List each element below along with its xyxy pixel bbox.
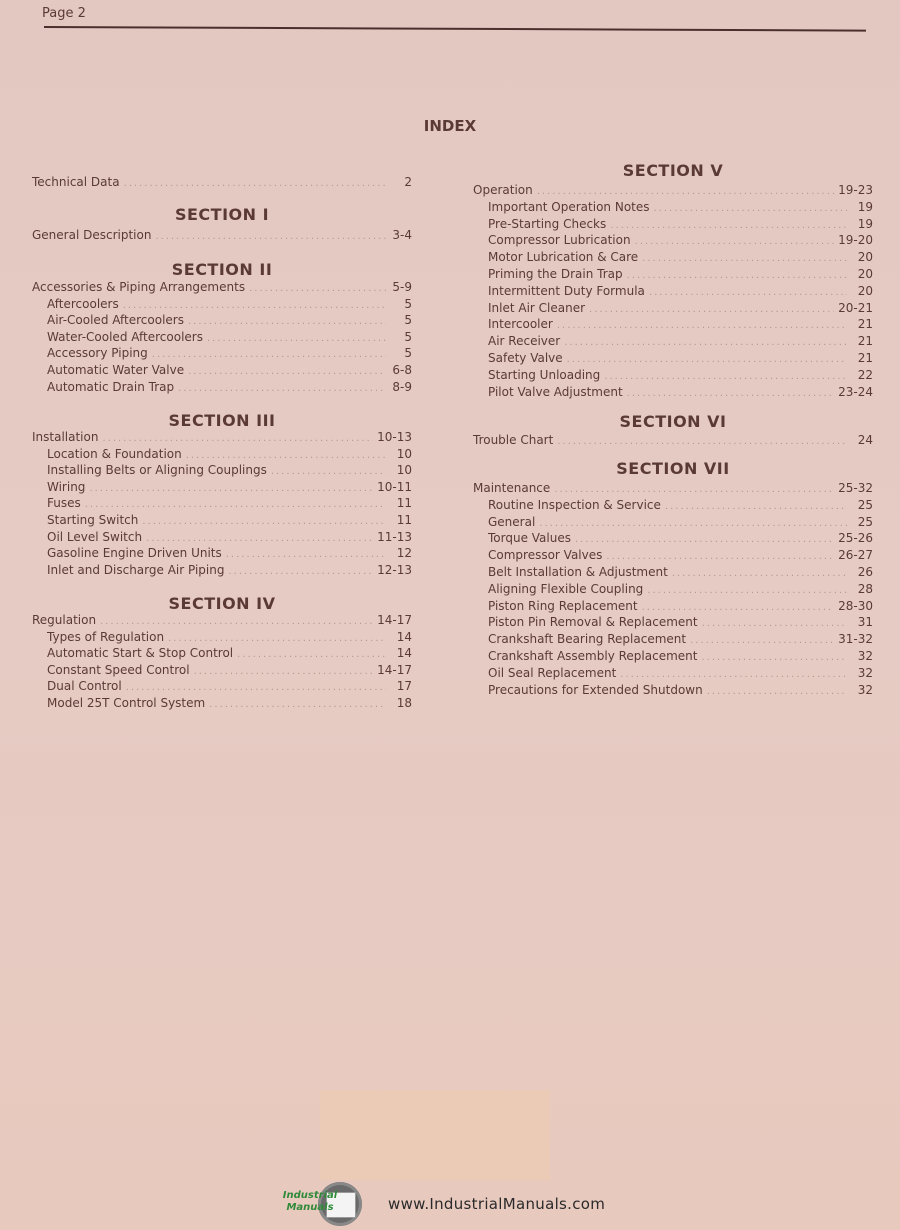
index-entry bbox=[32, 280, 412, 296]
index-entry bbox=[473, 481, 873, 497]
entry-title: Fuses bbox=[47, 496, 81, 511]
scan-discoloration bbox=[320, 1090, 550, 1180]
entry-page: 18 bbox=[396, 696, 412, 710]
index-entry bbox=[488, 565, 873, 581]
logo-text-line1: Industrial bbox=[282, 1190, 338, 1201]
entry-page: 25-26 bbox=[838, 531, 873, 546]
entry-page: 20 bbox=[857, 250, 873, 265]
index-entry bbox=[47, 646, 412, 662]
entry-title: Installing Belts or Aligning Couplings bbox=[47, 463, 267, 478]
dot-leader bbox=[589, 304, 834, 315]
index-entry bbox=[488, 632, 873, 648]
index-entry bbox=[47, 663, 412, 679]
entry-title: Pilot Valve Adjustment bbox=[488, 384, 623, 399]
dot-leader bbox=[102, 433, 373, 444]
index-entry bbox=[488, 548, 873, 564]
entry-title: Compressor Valves bbox=[488, 548, 603, 563]
index-right-column bbox=[473, 0, 873, 760]
entry-title: Aligning Flexible Coupling bbox=[488, 581, 644, 596]
entry-page: 14 bbox=[396, 629, 412, 644]
entry-title: Routine Inspection & Service bbox=[488, 497, 661, 512]
index-entry bbox=[488, 267, 873, 283]
dot-leader bbox=[155, 231, 386, 242]
entry-page: 25-32 bbox=[838, 481, 873, 495]
entry-page: 25 bbox=[857, 514, 873, 529]
entry-title: Air Receiver bbox=[488, 334, 561, 349]
entry-title: Priming the Drain Trap bbox=[488, 267, 623, 281]
entry-page: 20 bbox=[857, 267, 873, 281]
entry-title: Accessories & Piping Arrangements bbox=[32, 280, 246, 294]
entry-page: 5 bbox=[404, 296, 412, 311]
entry-title: Torque Values bbox=[488, 531, 571, 546]
dot-leader bbox=[642, 253, 847, 264]
entry-title: Regulation bbox=[32, 613, 97, 627]
entry-page: 6-8 bbox=[392, 363, 412, 377]
entry-page: 11 bbox=[396, 496, 412, 511]
dot-leader bbox=[123, 300, 386, 311]
dot-leader bbox=[178, 383, 386, 394]
dot-leader bbox=[228, 566, 373, 577]
entry-page: 12-13 bbox=[377, 562, 412, 577]
index-entry bbox=[488, 531, 873, 547]
entry-title: Oil Seal Replacement bbox=[488, 665, 617, 680]
entry-title: Wiring bbox=[47, 479, 86, 494]
entry-title: General Description bbox=[32, 228, 152, 242]
section-heading: SECTION II bbox=[171, 260, 273, 279]
entry-page: 14-17 bbox=[377, 613, 412, 627]
dot-leader bbox=[701, 652, 847, 663]
index-entry bbox=[488, 284, 873, 300]
entry-page: 10 bbox=[396, 463, 412, 478]
dot-leader bbox=[567, 354, 847, 365]
dot-leader bbox=[554, 484, 834, 495]
dot-leader bbox=[654, 203, 848, 214]
entry-title: Automatic Water Valve bbox=[47, 363, 185, 377]
entry-title: Inlet and Discharge Air Piping bbox=[47, 562, 225, 577]
entry-page: 14-17 bbox=[377, 662, 412, 677]
entry-title: Oil Level Switch bbox=[47, 529, 143, 544]
entry-page: 3-4 bbox=[392, 228, 412, 242]
index-entry bbox=[473, 183, 873, 199]
dot-leader bbox=[85, 499, 386, 510]
entry-page: 19-23 bbox=[838, 183, 873, 197]
index-entry bbox=[47, 346, 412, 362]
index-entry bbox=[488, 649, 873, 665]
dot-leader bbox=[188, 366, 386, 377]
index-entry bbox=[47, 496, 412, 512]
logo-text bbox=[280, 1190, 340, 1214]
dot-leader bbox=[168, 633, 386, 644]
dot-leader bbox=[188, 316, 386, 327]
section-heading: SECTION V bbox=[622, 161, 724, 180]
dot-leader bbox=[126, 682, 386, 693]
dot-leader bbox=[635, 236, 835, 247]
entry-page: 20 bbox=[857, 283, 873, 298]
entry-title: Water-Cooled Aftercoolers bbox=[47, 329, 203, 344]
entry-page: 19 bbox=[857, 216, 873, 231]
entry-title: Compressor Lubrication bbox=[488, 233, 631, 248]
entry-page: 14 bbox=[396, 646, 412, 661]
entry-page: 21 bbox=[857, 351, 873, 365]
entry-title: Dual Control bbox=[47, 679, 122, 694]
website-url[interactable]: www.IndustrialManuals.com bbox=[388, 1195, 606, 1213]
dot-leader bbox=[557, 436, 847, 447]
entry-title: Crankshaft Bearing Replacement bbox=[488, 632, 687, 647]
index-entry bbox=[488, 615, 873, 631]
index-entry bbox=[488, 334, 873, 350]
entry-page: 5-9 bbox=[392, 280, 412, 294]
entry-title: Automatic Drain Trap bbox=[47, 379, 175, 394]
index-entry bbox=[32, 430, 412, 446]
index-entry bbox=[32, 175, 412, 191]
index-entry bbox=[47, 363, 412, 379]
entry-title: Types of Regulation bbox=[47, 629, 165, 644]
entry-title: Air-Cooled Aftercoolers bbox=[47, 313, 184, 328]
entry-page: 10 bbox=[396, 446, 412, 461]
entry-title: Intermittent Duty Formula bbox=[488, 283, 645, 298]
entry-title: Starting Switch bbox=[47, 513, 139, 527]
dot-leader bbox=[539, 518, 847, 529]
entry-title: Piston Pin Removal & Replacement bbox=[488, 615, 698, 630]
dot-leader bbox=[707, 686, 847, 697]
dot-leader bbox=[647, 585, 847, 596]
entry-title: Location & Foundation bbox=[47, 446, 182, 461]
index-entry bbox=[488, 683, 873, 699]
dot-leader bbox=[207, 333, 386, 344]
entry-page: 21 bbox=[857, 334, 873, 349]
footer bbox=[280, 1182, 605, 1226]
entry-title: Operation bbox=[473, 183, 533, 197]
dot-leader bbox=[271, 466, 386, 477]
entry-page: 22 bbox=[857, 367, 873, 382]
index-entry bbox=[47, 380, 412, 396]
index-entry bbox=[32, 613, 412, 629]
index-entry bbox=[47, 513, 412, 529]
entry-page: 21 bbox=[857, 317, 873, 332]
industrial-manuals-logo bbox=[280, 1182, 372, 1226]
index-entry bbox=[47, 313, 412, 329]
entry-page: 19-20 bbox=[838, 233, 873, 248]
entry-title: Intercooler bbox=[488, 317, 553, 332]
dot-leader bbox=[537, 186, 834, 197]
dot-leader bbox=[89, 483, 373, 494]
index-entry bbox=[473, 433, 873, 449]
entry-title: Precautions for Extended Shutdown bbox=[488, 682, 703, 697]
dot-leader bbox=[226, 549, 386, 560]
dot-leader bbox=[146, 533, 373, 544]
dot-leader bbox=[142, 516, 386, 527]
entry-title: Accessory Piping bbox=[47, 346, 148, 361]
entry-title: Maintenance bbox=[473, 481, 551, 495]
dot-leader bbox=[665, 501, 847, 512]
entry-page: 32 bbox=[857, 682, 873, 697]
entry-page: 31-32 bbox=[838, 632, 873, 647]
section-heading: SECTION VI bbox=[619, 412, 727, 431]
index-entry bbox=[488, 368, 873, 384]
index-left-column bbox=[32, 0, 412, 760]
index-entry bbox=[488, 582, 873, 598]
index-entry bbox=[47, 630, 412, 646]
index-entry bbox=[47, 696, 412, 712]
dot-leader bbox=[237, 649, 386, 660]
entry-page: 5 bbox=[404, 313, 412, 328]
dot-leader bbox=[690, 635, 834, 646]
entry-title: Piston Ring Replacement bbox=[488, 598, 638, 613]
index-entry bbox=[488, 666, 873, 682]
dot-leader bbox=[152, 349, 386, 360]
entry-page: 31 bbox=[857, 615, 873, 630]
entry-title: Installation bbox=[32, 430, 99, 444]
entry-page: 32 bbox=[857, 649, 873, 663]
section-heading: SECTION III bbox=[168, 411, 276, 430]
index-entry bbox=[488, 233, 873, 249]
index-entry bbox=[47, 563, 412, 579]
index-entry bbox=[47, 447, 412, 463]
dot-leader bbox=[575, 534, 834, 545]
entry-title: Starting Unloading bbox=[488, 367, 601, 382]
entry-page: 5 bbox=[404, 329, 412, 344]
entry-page: 2 bbox=[404, 175, 412, 189]
dot-leader bbox=[649, 287, 847, 298]
dot-leader bbox=[627, 270, 847, 281]
entry-title: Important Operation Notes bbox=[488, 199, 650, 214]
entry-page: 26-27 bbox=[838, 548, 873, 563]
entry-page: 28-30 bbox=[838, 598, 873, 613]
entry-page: 32 bbox=[857, 665, 873, 680]
dot-leader bbox=[249, 283, 386, 294]
entry-title: Inlet Air Cleaner bbox=[488, 300, 586, 315]
entry-title: Trouble Chart bbox=[473, 433, 554, 447]
entry-page: 10-11 bbox=[377, 479, 412, 494]
entry-page: 5 bbox=[404, 346, 412, 361]
logo-text-line2: Manuals bbox=[286, 1202, 334, 1213]
entry-title: Technical Data bbox=[32, 175, 120, 189]
dot-leader bbox=[564, 337, 847, 348]
entry-title: Model 25T Control System bbox=[47, 696, 206, 710]
entry-page: 12 bbox=[396, 546, 412, 561]
index-entry bbox=[47, 297, 412, 313]
index-entry bbox=[488, 498, 873, 514]
section-heading: SECTION IV bbox=[168, 594, 276, 613]
dot-leader bbox=[209, 699, 386, 710]
dot-leader bbox=[606, 551, 834, 562]
entry-page: 11 bbox=[396, 513, 412, 527]
index-entry bbox=[47, 463, 412, 479]
dot-leader bbox=[604, 371, 847, 382]
section-heading: SECTION I bbox=[174, 205, 270, 224]
entry-page: 17 bbox=[396, 679, 412, 694]
dot-leader bbox=[672, 568, 847, 579]
index-entry bbox=[47, 679, 412, 695]
dot-leader bbox=[194, 666, 374, 677]
entry-title: Pre-Starting Checks bbox=[488, 216, 607, 231]
entry-title: Constant Speed Control bbox=[47, 662, 190, 677]
entry-title: Crankshaft Assembly Replacement bbox=[488, 649, 698, 663]
index-entry bbox=[32, 228, 412, 244]
index-entry bbox=[488, 301, 873, 317]
entry-title: Motor Lubrication & Care bbox=[488, 250, 639, 265]
entry-title: Aftercoolers bbox=[47, 296, 119, 311]
index-title: INDEX bbox=[423, 117, 477, 135]
page-number-label: Page 2 bbox=[42, 6, 86, 21]
entry-title: Safety Valve bbox=[488, 351, 563, 365]
index-entry bbox=[488, 351, 873, 367]
dot-leader bbox=[186, 450, 386, 461]
entry-page: 8-9 bbox=[392, 379, 412, 394]
dot-leader bbox=[557, 320, 847, 331]
index-entry bbox=[488, 515, 873, 531]
entry-page: 20-21 bbox=[838, 300, 873, 315]
entry-page: 25 bbox=[857, 497, 873, 512]
index-entry bbox=[47, 330, 412, 346]
entry-page: 23-24 bbox=[838, 384, 873, 399]
index-entry bbox=[488, 385, 873, 401]
entry-page: 10-13 bbox=[377, 430, 412, 444]
entry-page: 28 bbox=[857, 581, 873, 596]
entry-title: Belt Installation & Adjustment bbox=[488, 565, 668, 579]
index-entry bbox=[47, 530, 412, 546]
index-entry bbox=[488, 200, 873, 216]
index-entry bbox=[47, 480, 412, 496]
dot-leader bbox=[610, 220, 847, 231]
index-entry bbox=[488, 250, 873, 266]
entry-title: Gasoline Engine Driven Units bbox=[47, 546, 222, 561]
index-entry bbox=[488, 599, 873, 615]
dot-leader bbox=[620, 669, 847, 680]
dot-leader bbox=[100, 616, 373, 627]
index-entry bbox=[488, 317, 873, 333]
index-entry bbox=[488, 217, 873, 233]
index-entry bbox=[47, 546, 412, 562]
dot-leader bbox=[642, 602, 835, 613]
dot-leader bbox=[627, 388, 834, 399]
entry-title: General bbox=[488, 514, 536, 529]
entry-page: 26 bbox=[857, 565, 873, 579]
dot-leader bbox=[702, 618, 847, 629]
dot-leader bbox=[124, 178, 386, 189]
entry-page: 19 bbox=[857, 199, 873, 214]
entry-title: Automatic Start & Stop Control bbox=[47, 646, 234, 661]
entry-page: 24 bbox=[857, 433, 873, 447]
section-heading: SECTION VII bbox=[616, 459, 730, 478]
entry-page: 11-13 bbox=[377, 529, 412, 544]
